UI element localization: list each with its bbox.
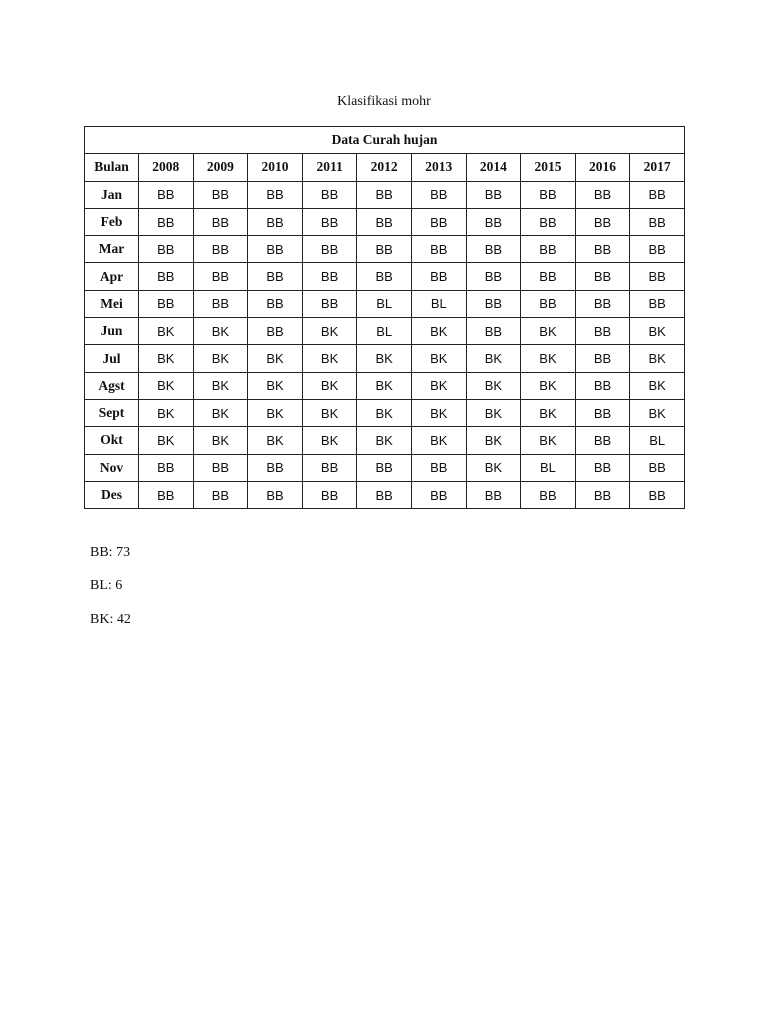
table-cell: BK bbox=[248, 427, 303, 454]
table-cell: BB bbox=[630, 263, 685, 290]
table-cell: BK bbox=[139, 345, 194, 372]
table-cell: BB bbox=[521, 263, 576, 290]
table-cell: BK bbox=[466, 427, 521, 454]
table-cell: BK bbox=[357, 345, 412, 372]
table-cell: BB bbox=[575, 236, 630, 263]
table-cell: BB bbox=[248, 263, 303, 290]
month-label: Des bbox=[85, 481, 139, 508]
table-cell: BB bbox=[411, 481, 466, 508]
table-cell: BB bbox=[357, 208, 412, 235]
table-cell: BL bbox=[521, 454, 576, 481]
table-cell: BB bbox=[630, 208, 685, 235]
table-row bbox=[85, 318, 685, 345]
month-label: Jun bbox=[85, 318, 139, 345]
table-cell: BB bbox=[139, 481, 194, 508]
column-header-year: 2015 bbox=[521, 154, 576, 181]
table-cell: BB bbox=[521, 290, 576, 317]
table-cell: BK bbox=[466, 345, 521, 372]
month-label: Mar bbox=[85, 236, 139, 263]
table-cell: BK bbox=[248, 399, 303, 426]
table-cell: BB bbox=[302, 290, 357, 317]
table-cell: BB bbox=[357, 236, 412, 263]
table-cell: BB bbox=[248, 318, 303, 345]
table-caption: Data Curah hujan bbox=[85, 127, 685, 154]
table-cell: BK bbox=[139, 372, 194, 399]
summary-bk: BK: 42 bbox=[90, 612, 131, 627]
table-cell: BB bbox=[193, 263, 248, 290]
table-cell: BK bbox=[521, 372, 576, 399]
month-label: Sept bbox=[85, 399, 139, 426]
table-cell: BB bbox=[575, 427, 630, 454]
table-cell: BB bbox=[466, 318, 521, 345]
table-cell: BB bbox=[193, 290, 248, 317]
month-label: Agst bbox=[85, 372, 139, 399]
table-cell: BB bbox=[302, 181, 357, 208]
table-cell: BB bbox=[357, 454, 412, 481]
table-cell: BB bbox=[630, 454, 685, 481]
table-cell: BB bbox=[630, 481, 685, 508]
column-header-year: 2013 bbox=[411, 154, 466, 181]
table-cell: BK bbox=[193, 318, 248, 345]
table-cell: BK bbox=[302, 399, 357, 426]
table-cell: BK bbox=[193, 345, 248, 372]
table-cell: BB bbox=[411, 181, 466, 208]
month-label: Apr bbox=[85, 263, 139, 290]
table-cell: BB bbox=[139, 208, 194, 235]
table-row bbox=[85, 372, 685, 399]
table-cell: BB bbox=[357, 481, 412, 508]
table-cell: BB bbox=[302, 263, 357, 290]
table-cell: BB bbox=[357, 263, 412, 290]
table-cell: BB bbox=[411, 208, 466, 235]
table-cell: BB bbox=[248, 208, 303, 235]
column-header-year: 2010 bbox=[248, 154, 303, 181]
table-cell: BK bbox=[357, 399, 412, 426]
table-cell: BK bbox=[193, 399, 248, 426]
table-cell: BK bbox=[521, 427, 576, 454]
table-cell: BB bbox=[193, 181, 248, 208]
table-cell: BK bbox=[139, 399, 194, 426]
table-cell: BK bbox=[521, 318, 576, 345]
table-cell: BB bbox=[139, 454, 194, 481]
table-cell: BB bbox=[630, 181, 685, 208]
table-cell: BB bbox=[575, 481, 630, 508]
table-cell: BK bbox=[302, 372, 357, 399]
table-cell: BL bbox=[357, 318, 412, 345]
table-cell: BK bbox=[302, 318, 357, 345]
month-label: Feb bbox=[85, 208, 139, 235]
table-cell: BL bbox=[411, 290, 466, 317]
table-cell: BK bbox=[302, 345, 357, 372]
table-cell: BB bbox=[411, 454, 466, 481]
table-cell: BB bbox=[575, 318, 630, 345]
table-cell: BK bbox=[139, 318, 194, 345]
table-cell: BK bbox=[630, 345, 685, 372]
table-cell: BB bbox=[139, 181, 194, 208]
column-header-year: 2014 bbox=[466, 154, 521, 181]
table-cell: BB bbox=[248, 454, 303, 481]
table-row bbox=[85, 263, 685, 290]
table-cell: BK bbox=[248, 345, 303, 372]
column-header-year: 2009 bbox=[193, 154, 248, 181]
table-cell: BB bbox=[139, 236, 194, 263]
table-cell: BK bbox=[466, 454, 521, 481]
table-cell: BB bbox=[575, 372, 630, 399]
month-label: Okt bbox=[85, 427, 139, 454]
table-cell: BK bbox=[357, 427, 412, 454]
table-row bbox=[85, 236, 685, 263]
table-cell: BB bbox=[521, 208, 576, 235]
table-cell: BB bbox=[466, 263, 521, 290]
table-cell: BB bbox=[575, 399, 630, 426]
table-cell: BK bbox=[630, 318, 685, 345]
table-cell: BB bbox=[139, 263, 194, 290]
table-row bbox=[85, 427, 685, 454]
table-cell: BB bbox=[193, 208, 248, 235]
table-row bbox=[85, 345, 685, 372]
table-cell: BB bbox=[466, 208, 521, 235]
table-cell: BK bbox=[411, 427, 466, 454]
table-row bbox=[85, 481, 685, 508]
table-cell: BK bbox=[357, 372, 412, 399]
summary-bb: BB: 73 bbox=[90, 545, 131, 560]
table-cell: BB bbox=[248, 181, 303, 208]
table-cell: BK bbox=[521, 399, 576, 426]
table-cell: BK bbox=[466, 372, 521, 399]
column-header-month: Bulan bbox=[85, 154, 139, 181]
table-cell: BB bbox=[630, 236, 685, 263]
table-cell: BK bbox=[193, 427, 248, 454]
table-cell: BB bbox=[521, 481, 576, 508]
table-cell: BB bbox=[248, 236, 303, 263]
table-cell: BK bbox=[411, 345, 466, 372]
table-cell: BB bbox=[521, 181, 576, 208]
table-cell: BB bbox=[630, 290, 685, 317]
rainfall-table bbox=[84, 126, 685, 509]
table-cell: BK bbox=[630, 399, 685, 426]
summary-bl: BL: 6 bbox=[90, 578, 123, 593]
month-label: Jan bbox=[85, 181, 139, 208]
table-cell: BK bbox=[248, 372, 303, 399]
table-cell: BB bbox=[575, 454, 630, 481]
table-cell: BK bbox=[302, 427, 357, 454]
table-cell: BB bbox=[193, 454, 248, 481]
table-cell: BB bbox=[575, 181, 630, 208]
table-cell: BB bbox=[466, 290, 521, 317]
table-row bbox=[85, 208, 685, 235]
table-caption-row bbox=[85, 127, 685, 154]
table-cell: BL bbox=[357, 290, 412, 317]
column-header-year: 2008 bbox=[139, 154, 194, 181]
month-label: Jul bbox=[85, 345, 139, 372]
table-cell: BB bbox=[466, 481, 521, 508]
table-cell: BB bbox=[411, 263, 466, 290]
table-row bbox=[85, 399, 685, 426]
table-cell: BK bbox=[411, 318, 466, 345]
table-cell: BB bbox=[193, 236, 248, 263]
column-header-year: 2017 bbox=[630, 154, 685, 181]
column-header-year: 2011 bbox=[302, 154, 357, 181]
table-cell: BK bbox=[466, 399, 521, 426]
table-cell: BB bbox=[357, 181, 412, 208]
table-cell: BK bbox=[193, 372, 248, 399]
table-cell: BB bbox=[466, 181, 521, 208]
table-cell: BB bbox=[575, 208, 630, 235]
table-cell: BB bbox=[248, 481, 303, 508]
table-cell: BB bbox=[248, 290, 303, 317]
month-label: Mei bbox=[85, 290, 139, 317]
table-cell: BB bbox=[193, 481, 248, 508]
table-cell: BB bbox=[466, 236, 521, 263]
table-cell: BL bbox=[630, 427, 685, 454]
table-cell: BB bbox=[302, 208, 357, 235]
table-row bbox=[85, 454, 685, 481]
table-row bbox=[85, 290, 685, 317]
page-title: Klasifikasi mohr bbox=[337, 94, 431, 109]
column-header-year: 2012 bbox=[357, 154, 412, 181]
table-cell: BB bbox=[302, 481, 357, 508]
table-cell: BK bbox=[411, 372, 466, 399]
table-cell: BK bbox=[630, 372, 685, 399]
table-cell: BB bbox=[521, 236, 576, 263]
table-cell: BB bbox=[411, 236, 466, 263]
table-cell: BB bbox=[139, 290, 194, 317]
table-body bbox=[85, 181, 685, 509]
table-row bbox=[85, 181, 685, 208]
table-cell: BB bbox=[575, 345, 630, 372]
table-cell: BB bbox=[302, 454, 357, 481]
table-cell: BK bbox=[139, 427, 194, 454]
column-header-year: 2016 bbox=[575, 154, 630, 181]
table-cell: BK bbox=[521, 345, 576, 372]
table-cell: BK bbox=[411, 399, 466, 426]
table-cell: BB bbox=[575, 263, 630, 290]
table-cell: BB bbox=[302, 236, 357, 263]
month-label: Nov bbox=[85, 454, 139, 481]
table-cell: BB bbox=[575, 290, 630, 317]
table-header-row bbox=[85, 154, 685, 181]
